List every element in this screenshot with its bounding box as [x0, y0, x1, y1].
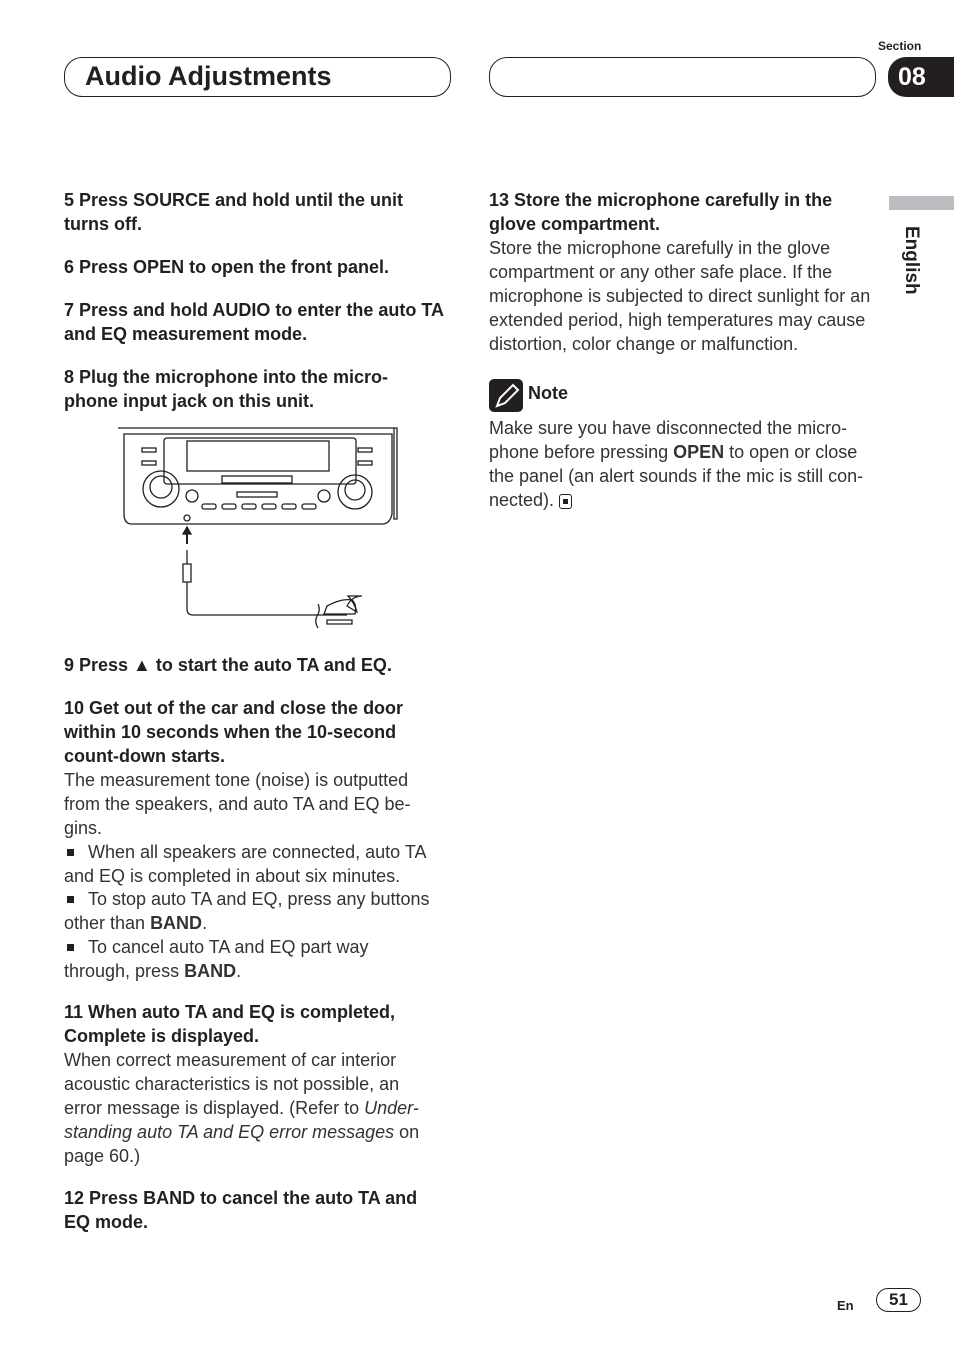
punct: . — [236, 961, 242, 981]
step-8: 8 Plug the microphone into the micro-phone input jack on this unit. — [64, 367, 389, 411]
punct: . — [202, 913, 208, 933]
note-body — [489, 416, 879, 512]
bullet-icon — [67, 896, 74, 903]
step-11-text-end: on page 60.) — [64, 1122, 420, 1166]
step-13: 13 Store the microphone carefully in the glove compartment. — [489, 190, 833, 234]
open-keyword: OPEN — [673, 442, 725, 462]
section-number: 08 — [888, 57, 954, 97]
bullet-3-text: To cancel auto TA and EQ part way through, press — [64, 937, 369, 981]
step-7: 7 Press and hold AUDIO to enter the auto TA and EQ measurement mode. — [64, 300, 444, 344]
title-pill — [64, 57, 451, 97]
step-11: 11 When auto TA and EQ is completed, Complete is displayed. — [64, 1002, 396, 1046]
page-title: Audio Adjustments — [85, 61, 332, 91]
head-unit-microphone-illustration — [112, 424, 412, 634]
band-keyword: BAND — [184, 961, 237, 981]
step-5: 5 Press SOURCE and hold until the unit turns off. — [64, 190, 404, 234]
pencil-note-icon — [489, 379, 523, 412]
band-keyword: BAND — [150, 913, 203, 933]
footer-language: En — [837, 1298, 854, 1313]
step-6: 6 Press OPEN to open the front panel. — [64, 257, 390, 277]
bullet-icon — [67, 944, 74, 951]
step-11-text: When correct measurement of car interior acoustic characteristics is not possible, an error message is displayed. (Refer to — [64, 1050, 400, 1118]
language-tab — [889, 196, 954, 210]
header-blank-pill — [489, 57, 876, 97]
bullet-icon — [67, 849, 74, 856]
step-13-body: Store the microphone carefully in the glove compartment or any other safe place. If the microphone is subjected to direct sunlight for an extended period, high temperatures may cause distortion, color change or malfunction. — [489, 238, 871, 354]
section-label: Section — [878, 39, 922, 53]
end-mark-icon — [559, 494, 572, 509]
note-text-end: to open or close the panel (an alert sounds if the mic is still con-nected). — [489, 442, 864, 510]
bullet-1 — [64, 840, 434, 888]
bullet-1-text: When all speakers are connected, auto TA and EQ is completed in about six minutes. — [64, 842, 426, 886]
step-10-body: The measurement tone (noise) is outputted from the speakers, and auto TA and EQ be-gins. — [64, 770, 411, 838]
page-number: 51 — [876, 1288, 921, 1312]
step-10: 10 Get out of the car and close the door within 10 seconds when the 10-second count-down starts. — [64, 698, 404, 766]
reference-title: Under-standing auto TA and EQ error messages — [64, 1098, 419, 1142]
note-label: Note — [528, 383, 568, 403]
bullet-2-text: To stop auto TA and EQ, press any buttons other than — [64, 889, 430, 933]
step-11-body — [64, 1048, 434, 1168]
note-text: Make sure you have disconnected the micro-phone before pressing — [489, 418, 848, 462]
step-12: 12 Press BAND to cancel the auto TA and EQ mode. — [64, 1188, 418, 1232]
step-9: 9 Press ▲ to start the auto TA and EQ. — [64, 655, 392, 675]
bullet-2 — [64, 887, 434, 935]
language-label: English — [901, 226, 922, 295]
bullet-3 — [64, 935, 434, 983]
